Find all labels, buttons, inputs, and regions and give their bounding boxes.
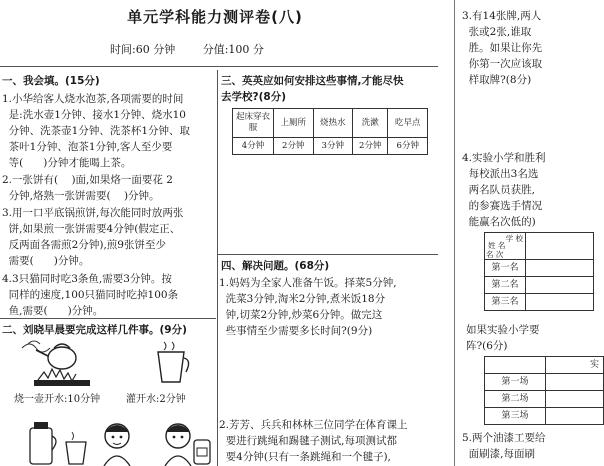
match-header-row	[485, 357, 604, 374]
schedule-header-cell: 烧热水	[313, 109, 353, 138]
question-1-1: 1.小华给客人烧水泡茶,各项需要的时间 是:洗水壶1分钟、接水1分钟、烧水10 分钟、洗茶壶1分钟、洗茶杯1分钟、取 茶叶1分钟、泡茶1分钟,客人至少要 等( )分钟才能喝上茶。	[2, 93, 191, 169]
boy-backpack-illustration	[158, 418, 214, 466]
schedule-table	[232, 108, 428, 155]
match-row	[485, 374, 604, 391]
schedule-time-cell: 2分钟	[353, 138, 388, 155]
match-empty-cell	[546, 391, 604, 408]
section2-heading: 二、刘晓早晨要完成这样几件事。(9分)	[2, 324, 187, 336]
match-row	[485, 408, 604, 425]
page-title: 单元学科能力测评卷(八)	[127, 8, 303, 26]
ranking-empty-cell	[526, 260, 594, 277]
question-1-4: 4.3只猫同时吃3条鱼,需要3分钟。按 同样的速度,100只猫同时吃掉100条 鱼,需要( )分钟。	[2, 273, 179, 317]
section1-heading: 一、我会填。(15分)	[2, 75, 100, 87]
page-divider	[454, 0, 455, 466]
question-1-3: 3.用一口平底锅煎饼,每次能同时放两张 饼,如果煎一张饼需要4分钟(假定正、 反两面各需煎2分钟),煎9张饼至少 需要( )分钟。	[2, 207, 184, 267]
task-pour-water: 灌开水:2分钟	[126, 394, 186, 405]
boy-illustration	[94, 418, 140, 466]
match-label: 第三场	[485, 408, 546, 425]
ranking-row	[485, 294, 594, 311]
schedule-header-cell: 起床穿衣服	[233, 109, 274, 138]
total-score: 分值:100 分	[202, 43, 264, 56]
ranking-label: 第三名	[485, 294, 526, 311]
match-header-cell: 实	[546, 357, 604, 374]
ranking-corner-cell	[485, 233, 526, 260]
schedule-header-cell: 洗漱	[353, 109, 388, 138]
ranking-row	[485, 260, 594, 277]
question-r-4: 4.实验小学和胜利 每校派出3名选 两名队员获胜, 的参赛选手情况 能赢名次低的)	[462, 152, 546, 228]
schedule-time-cell: 4分钟	[233, 138, 274, 155]
schedule-time-row	[233, 138, 428, 155]
schedule-header-cell: 上厕所	[274, 109, 314, 138]
ranking-empty-cell	[526, 294, 594, 311]
question-r-3: 3.有14张牌,两人 张或2张,谁取 胜。如果让你先 你第一次应该取 样取牌?(8分)	[462, 10, 543, 86]
right-page-column	[462, 0, 599, 466]
ranking-header-name: 姓 名	[488, 241, 506, 250]
ranking-header-rank: 名 次	[486, 250, 504, 259]
question-1-2: 2.一张饼有( )面,如果烙一面要花 2 分钟,烙熟一张饼需要( )分钟。	[2, 174, 173, 202]
section4-rule	[218, 254, 438, 255]
exam-meta	[110, 42, 288, 58]
ranking-empty-cell	[526, 233, 594, 260]
match-label: 第一场	[485, 374, 546, 391]
match-empty-cell	[485, 357, 546, 374]
section4-heading: 四、解决问题。(68分)	[221, 260, 330, 272]
schedule-time-cell: 2分钟	[274, 138, 314, 155]
question-r-5: 5.两个油漆工要给 面刷漆,每面刷	[462, 432, 546, 460]
time-limit: 时间:60 分钟	[110, 43, 176, 56]
ranking-table	[484, 232, 594, 311]
header-rule	[0, 66, 438, 67]
pour-water-illustration	[150, 340, 194, 388]
ranking-label: 第二名	[485, 277, 526, 294]
match-label: 第二场	[485, 391, 546, 408]
thermos-cup-illustration	[26, 418, 92, 466]
ranking-header-school: 学 校	[505, 234, 523, 243]
match-row	[485, 391, 604, 408]
ranking-header-row	[485, 233, 594, 260]
kettle-stove-illustration	[18, 340, 96, 388]
schedule-time-cell: 6分钟	[388, 138, 428, 155]
schedule-header-cell: 吃早点	[388, 109, 428, 138]
question-r-4b: 如果实验小学要 阵?(6分)	[466, 324, 540, 352]
ranking-label: 第一名	[485, 260, 526, 277]
column-divider	[217, 70, 218, 466]
match-table	[484, 356, 604, 425]
schedule-time-cell: 3分钟	[313, 138, 353, 155]
ranking-empty-cell	[526, 277, 594, 294]
schedule-header-row	[233, 109, 428, 138]
section3-heading: 三、英英应如何安排这些事情,才能尽快 去学校?(8分)	[221, 75, 404, 103]
question-4-1: 1.妈妈为全家人准备午饭。择菜5分钟, 洗菜3分钟,淘米2分钟,煮米饭18分 钟,切菜2分钟,炒菜6分钟。做完这 些事情至少需要多长时间?(9分)	[219, 277, 397, 337]
match-empty-cell	[546, 374, 604, 391]
match-empty-cell	[546, 408, 604, 425]
task-boil-water: 烧一壶开水:10分钟	[14, 394, 101, 405]
ranking-row	[485, 277, 594, 294]
question-4-2: 2.芳芳、兵兵和林林三位同学在体育课上 要进行跳绳和踢毽子测试,每项测试都 要4分钟(只有一条跳绳和一个毽子),	[219, 419, 408, 463]
